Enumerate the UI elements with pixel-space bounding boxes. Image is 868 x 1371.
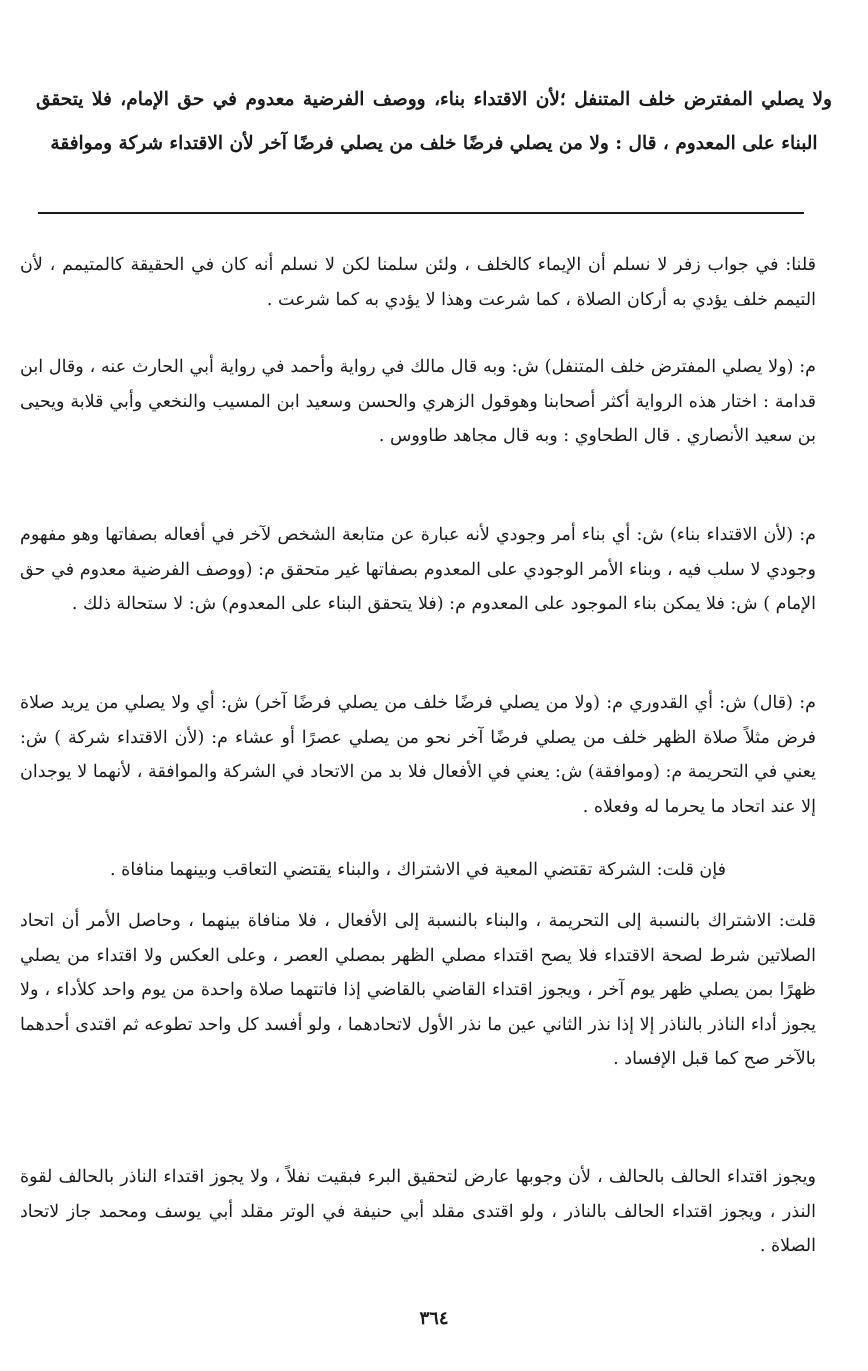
commentary-paragraph-5: فإن قلت: الشركة تقتضي المعية في الاشتراك ، والبناء يقتضي التعاقب وبينهما منافاة .	[110, 860, 726, 880]
commentary-paragraph-1: قلنا: في جواب زفر لا نسلم أن الإيماء كالخلف ، ولئن سلمنا لكن لا نسلم أنه كان في الحقيقة كالمتيمم ، لأن التيمم خلف يؤدي به أركان الصلاة ، كما شرعت وهذا لا يؤدي به كما شرعت .	[20, 255, 816, 310]
commentary-paragraph-6: قلت: الاشتراك بالنسبة إلى التحريمة ، والبناء بالنسبة إلى الأفعال ، فلا منافاة بينهما ، وحاصل الأمر أن اتحاد الصلاتين شرط لصحة الاقتداء فلا يصح اقتداء مصلي الظهر بمصلي العصر ، وعلى العكس ولا اقتداء من يصلي ظهرًا بمن يصلي ظهر يوم آخر ، ويجوز اقتداء القاضي بالقاضي إذا فاتتهما صلاة واحدة من يوم واحد كلأداء ، ولا يجوز أداء الناذر بالناذر إلا إذا نذر الثاني عين ما نذر الأول لاتحادهما ، ولو أفسد كل واحد تطوعه ثم اقتدى أحدهما بالآخر صح كما قبل الإفساد .	[20, 911, 816, 1069]
page-number: ٣٦٤	[419, 1308, 449, 1329]
commentary-paragraph-4: م: (قال) ش: أي القدوري م: (ولا من يصلي فرضًا خلف من يصلي فرضًا آخر) ش: أي ولا يصلي من يريد صلاة فرض مثلاً صلاة الظهر خلف من يصلي فرضًا آخر نحو من يصلي عصرًا أو عشاء م: (لأن الاقتداء شركة ) ش: يعني في التحريمة م: (وموافقة) ش: يعني في الأفعال فلا بد من الاتحاد في الشركة والموافقة ، لأنهما لا يوجدان إلا عند اتحاد ما يحرما له وفعلاه .	[20, 693, 816, 817]
commentary-paragraph-3: م: (لأن الاقتداء بناء) ش: أي بناء أمر وجودي لأنه عبارة عن متابعة الشخص لآخر في أفعاله بصفاتها وهو مفهوم وجودي لا سلب فيه ، وبناء الأمر الوجودي على المعدوم بصفاتها غير متحقق م: (ووصف الفرضية معدوم في حق الإمام ) ش: فلا يمكن بناء الموجود على المعدوم م: (فلا يتحقق البناء على المعدوم) ش: لا ستحالة ذلك .	[20, 525, 816, 614]
matn-text: ولا يصلي المفترض خلف المتنفل ؛لأن الاقتداء بناء، ووصف الفرضية معدوم في حق الإمام، فلا يتحقق البناء على المعدوم ، قال : ولا من يصلي فرضًا خلف من يصلي فرضًا آخر لأن الاقتداء شركة وموافقة	[36, 89, 832, 154]
commentary-paragraph-7: ويجوز اقتداء الحالف بالحالف ، لأن وجوبها عارض لتحقيق البرء فبقيت نفلاً ، ولا يجوز اقتداء الناذر بالحالف لقوة النذر ، ويجوز اقتداء الحالف بالناذر ، ولو اقتدى مقلد أبي حنيفة في الوتر مقلد أبي يوسف ومحمد جاز لاتحاد الصلاة .	[20, 1167, 816, 1256]
commentary-paragraph-2: م: (ولا يصلي المفترض خلف المتنفل) ش: وبه قال مالك في رواية وأحمد في رواية أبي الحارث عنه ، وقال ابن قدامة : اختار هذه الرواية أكثر أصحابنا وهوقول الزهري والحسن وسعيد ابن المسيب والنخعي وأبي قلابة ويحيى بن سعيد الأنصاري . قال الطحاوي : وبه قال مجاهد طاووس .	[20, 357, 816, 446]
separator-rule	[38, 212, 804, 214]
